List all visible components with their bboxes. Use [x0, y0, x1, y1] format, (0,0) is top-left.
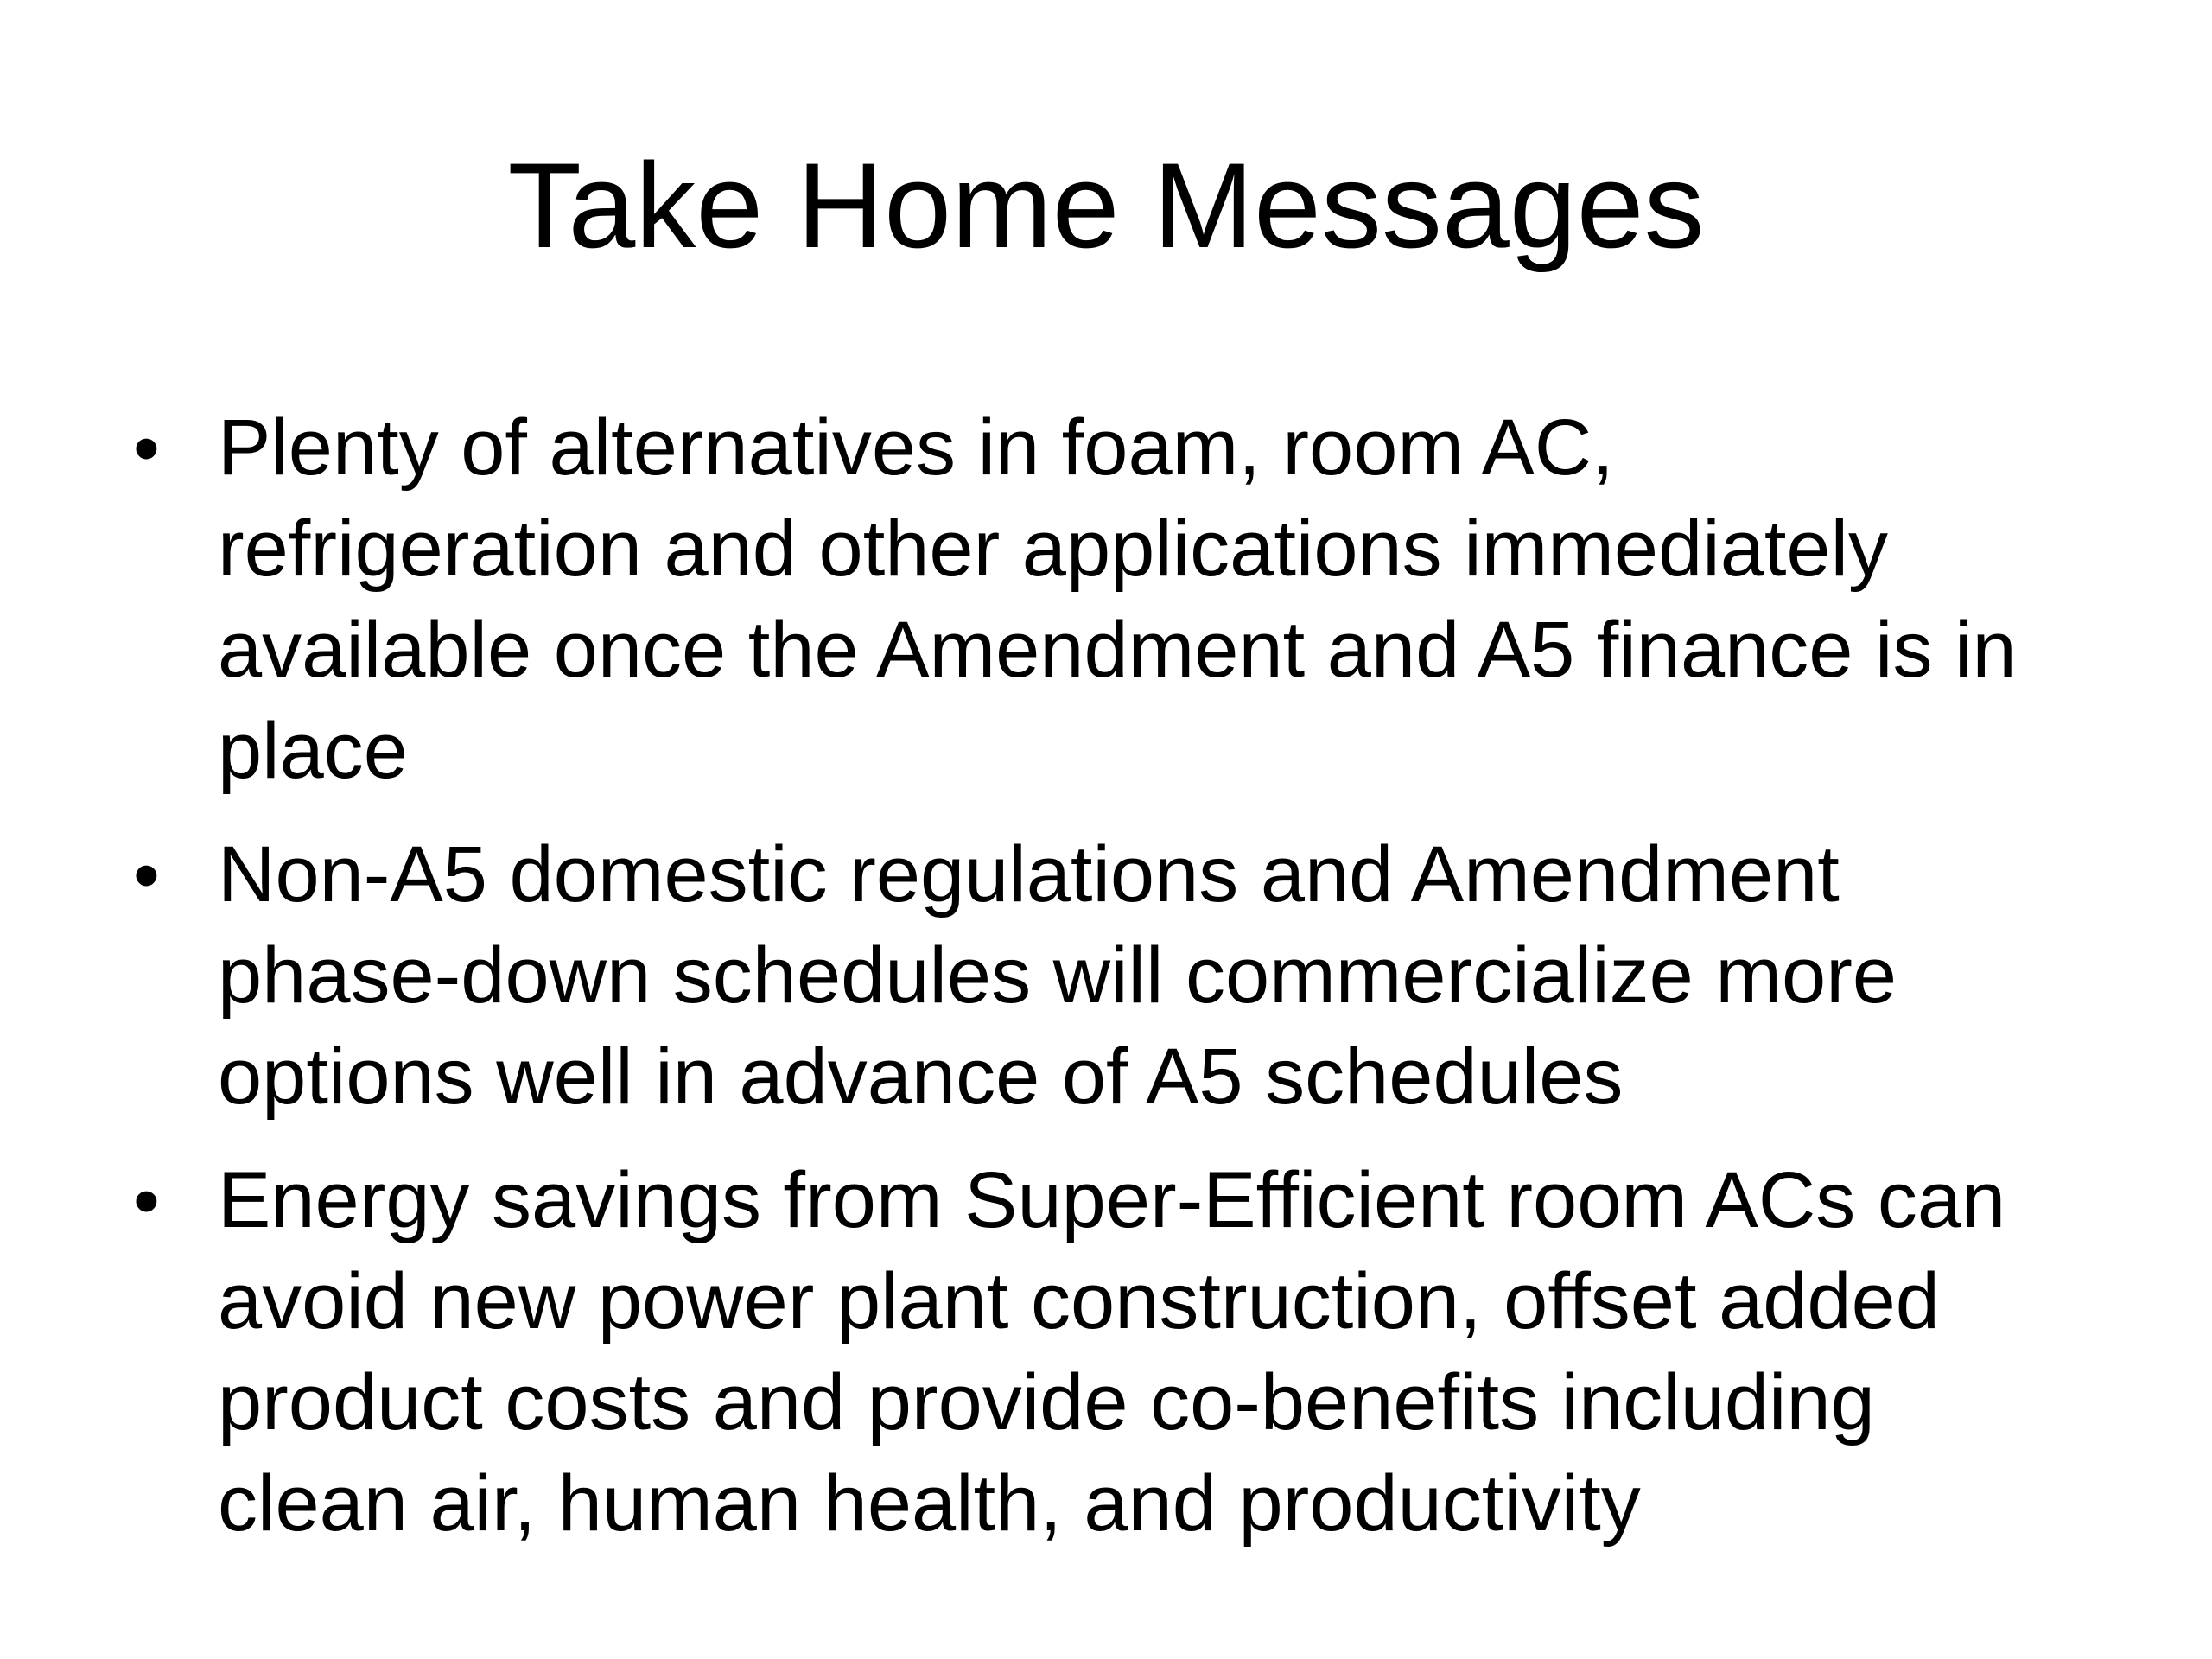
bullet-list [128, 397, 2167, 1577]
bullet-text: Energy savings from Super-Efficient room ACs can avoid new power plant construction, offset added product costs and provide co-benefits including clean air, human health, and productivity [218, 1156, 2006, 1548]
bullet-dot-icon: • [133, 1158, 160, 1243]
bullet-text: Non-A5 domestic regulations and Amendment phase-down schedules will commercialize more options well in advance of A5 schedules [218, 830, 1897, 1121]
bullet-text: Plenty of alternatives in foam, room AC, refrigeration and other applications immediately available once the Amendment and A5 finance is in place [218, 404, 2017, 795]
bullet-item [128, 397, 2167, 802]
bullet-dot-icon: • [133, 832, 160, 918]
bullet-item [128, 824, 2167, 1128]
bullet-dot-icon: • [133, 405, 160, 491]
slide-title: Take Home Messages [507, 137, 1705, 273]
bullet-item [128, 1150, 2167, 1554]
